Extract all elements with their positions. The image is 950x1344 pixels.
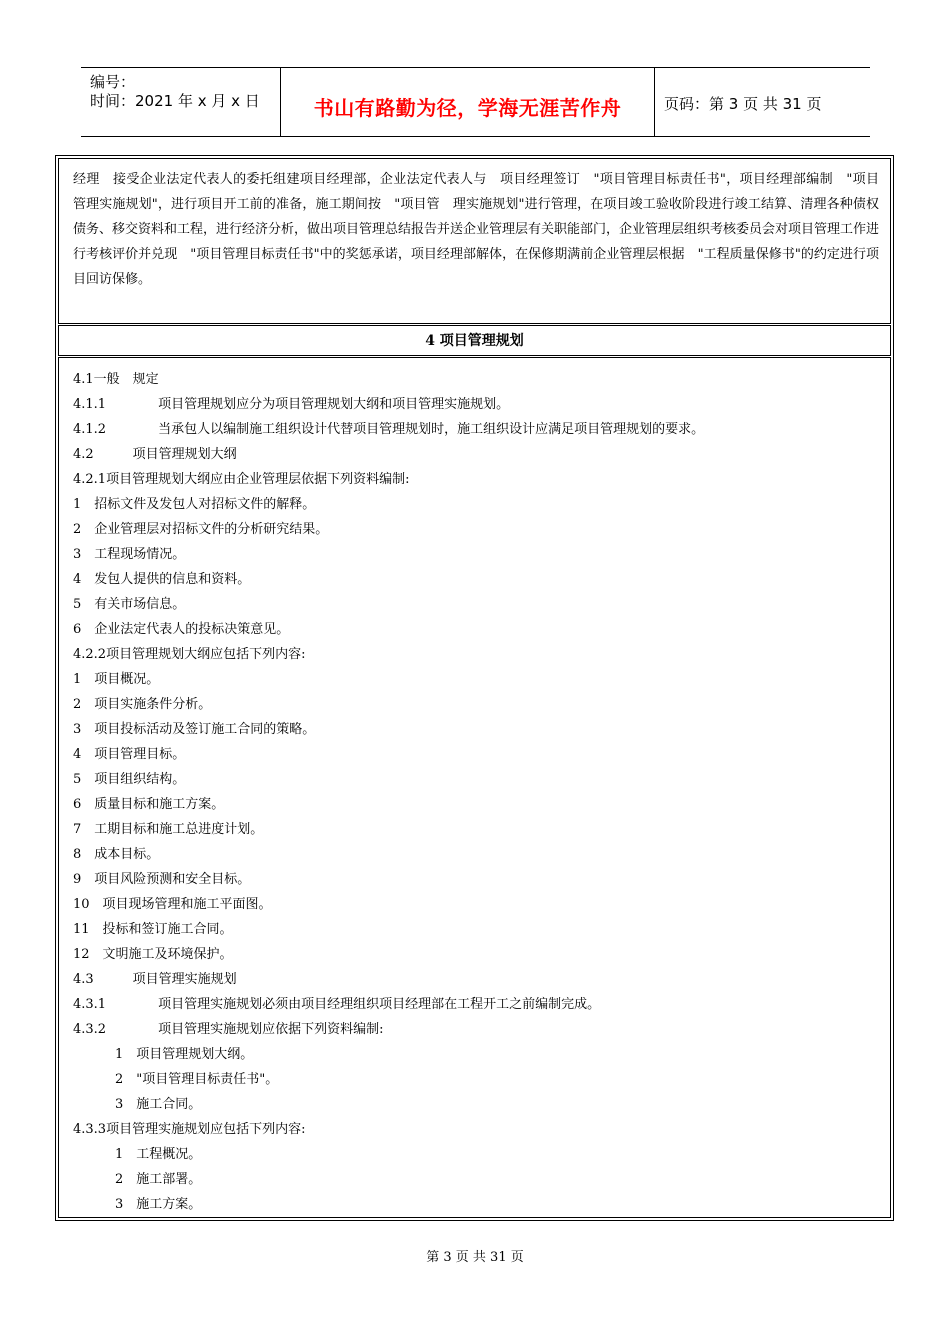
header-page-number: 页码：第 3 页 共 31 页 bbox=[664, 95, 822, 113]
section-title: 4 项目管理规划 bbox=[425, 333, 524, 349]
clause: 4.3.1 项目管理实施规划必须由项目经理组织项目经理部在工程开工之前编制完成。 bbox=[73, 997, 601, 1012]
list-item: 2 企业管理层对招标文件的分析研究结果。 bbox=[73, 522, 329, 537]
intro-paragraph: 经理 接受企业法定代表人的委托组建项目经理部，企业法定代表人与 项目经理签订 "项目管理目标责任书"，项目经理部编制 "项目 管理实施规划"，进行项目开工前的准备，施工期间按 "项目管 理实施规划"进行管理，在项目竣工验收阶段进行竣工结算、清理各种债权债务、移交资料和工程，进行经济分析，做出项目管理总结报告并送企业管理层有关职能部门，企业管理层组织考核委员会对项目管理工作进行考核评价并兑现 "项目管理目标责任书"中的奖惩承诺，项目经理部解体，在保修期满前企业管理层根据 "工程质量保修书"的约定进行项目回访保修。 bbox=[73, 172, 893, 287]
list-item: 1 工程概况。 bbox=[115, 1147, 202, 1162]
list-item: 3 施工合同。 bbox=[115, 1097, 202, 1112]
list-item: 3 项目投标活动及签订施工合同的策略。 bbox=[73, 722, 316, 737]
list-item: 7 工期目标和施工总进度计划。 bbox=[73, 822, 264, 837]
header-page-cell bbox=[654, 68, 870, 136]
subsection-heading: 4.2 项目管理规划大纲 bbox=[73, 447, 237, 462]
list-item: 6 企业法定代表人的投标决策意见。 bbox=[73, 622, 290, 637]
subsection-heading: 4.1一般 规定 bbox=[73, 372, 159, 387]
clause: 4.1.1 项目管理规划应分为项目管理规划大纲和项目管理实施规划。 bbox=[73, 397, 510, 412]
list-item: 8 成本目标。 bbox=[73, 847, 160, 862]
document-date-label: 时间：2021 年 x 月 x 日 bbox=[90, 92, 260, 110]
header-motto: 书山有路勤为径，学海无涯苦作舟 bbox=[313, 96, 622, 120]
clause: 4.1.2 当承包人以编制施工组织设计代替项目管理规划时，施工组织设计应满足项目管理规划的要求。 bbox=[73, 422, 705, 437]
list-item: 5 项目组织结构。 bbox=[73, 772, 186, 787]
list-item: 4 发包人提供的信息和资料。 bbox=[73, 572, 251, 587]
clause: 4.2.2项目管理规划大纲应包括下列内容: bbox=[73, 647, 306, 662]
header-info-cell bbox=[81, 68, 280, 136]
header-motto-cell bbox=[280, 68, 655, 136]
clause: 4.2.1项目管理规划大纲应由企业管理层依据下列资料编制: bbox=[73, 472, 410, 487]
list-item: 2 "项目管理目标责任书"。 bbox=[115, 1072, 279, 1087]
list-item: 3 施工方案。 bbox=[115, 1197, 202, 1212]
list-item: 2 施工部署。 bbox=[115, 1172, 202, 1187]
list-item: 4 项目管理目标。 bbox=[73, 747, 186, 762]
list-item: 12 文明施工及环境保护。 bbox=[73, 947, 233, 962]
list-item: 2 项目实施条件分析。 bbox=[73, 697, 212, 712]
document-number-label: 编号： bbox=[90, 73, 136, 91]
list-item: 1 项目管理规划大纲。 bbox=[115, 1047, 254, 1062]
list-item: 5 有关市场信息。 bbox=[73, 597, 186, 612]
page-footer: 第 3 页 共 31 页 bbox=[426, 1250, 524, 1265]
list-item: 6 质量目标和施工方案。 bbox=[73, 797, 225, 812]
list-item: 9 项目风险预测和安全目标。 bbox=[73, 872, 251, 887]
list-item: 1 项目概况。 bbox=[73, 672, 160, 687]
list-item: 3 工程现场情况。 bbox=[73, 547, 186, 562]
list-item: 11 投标和签订施工合同。 bbox=[73, 922, 233, 937]
document-header bbox=[81, 67, 870, 137]
list-item: 1 招标文件及发包人对招标文件的解释。 bbox=[73, 497, 316, 512]
clause: 4.3.2 项目管理实施规划应依据下列资料编制: bbox=[73, 1022, 384, 1037]
clause: 4.3.3项目管理实施规划应包括下列内容: bbox=[73, 1122, 306, 1137]
list-item: 10 项目现场管理和施工平面图。 bbox=[73, 897, 272, 912]
subsection-heading: 4.3 项目管理实施规划 bbox=[73, 972, 237, 987]
